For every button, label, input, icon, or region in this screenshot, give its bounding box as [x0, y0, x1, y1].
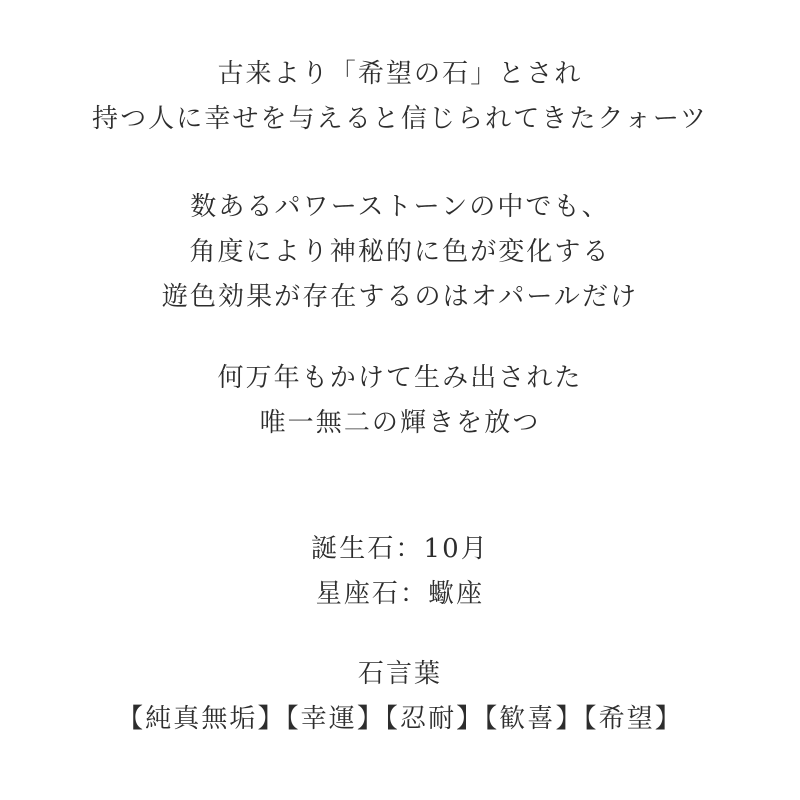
unique-paragraph [0, 356, 800, 446]
intro-paragraph [0, 52, 800, 142]
stone-meanings-paragraph [0, 652, 800, 742]
stone-meanings-heading: 石言葉 [357, 659, 443, 689]
birthstone-line: 誕生石：10月 [311, 534, 489, 564]
intro-line-2: 持つ人に幸せを与えると信じられてきたクォーツ [92, 104, 708, 134]
powerstone-line-1: 数あるパワーストーンの中でも、 [190, 192, 610, 222]
powerstone-line-2: 角度により神秘的に色が変化する [189, 237, 611, 267]
stone-meanings-words: 【純真無垢】【幸運】【忍耐】【歓喜】【希望】 [117, 704, 683, 734]
unique-line-1: 何万年もかけて生み出された [217, 363, 583, 393]
powerstone-line-3: 遊色効果が存在するのはオパールだけ [161, 282, 639, 312]
zodiac-stone-line: 星座石：蠍座 [315, 579, 485, 609]
intro-line-1: 古来より「希望の石」とされ [217, 59, 583, 89]
stones-paragraph [0, 527, 800, 617]
powerstone-paragraph [0, 185, 800, 320]
unique-line-2: 唯一無二の輝きを放つ [259, 408, 541, 438]
